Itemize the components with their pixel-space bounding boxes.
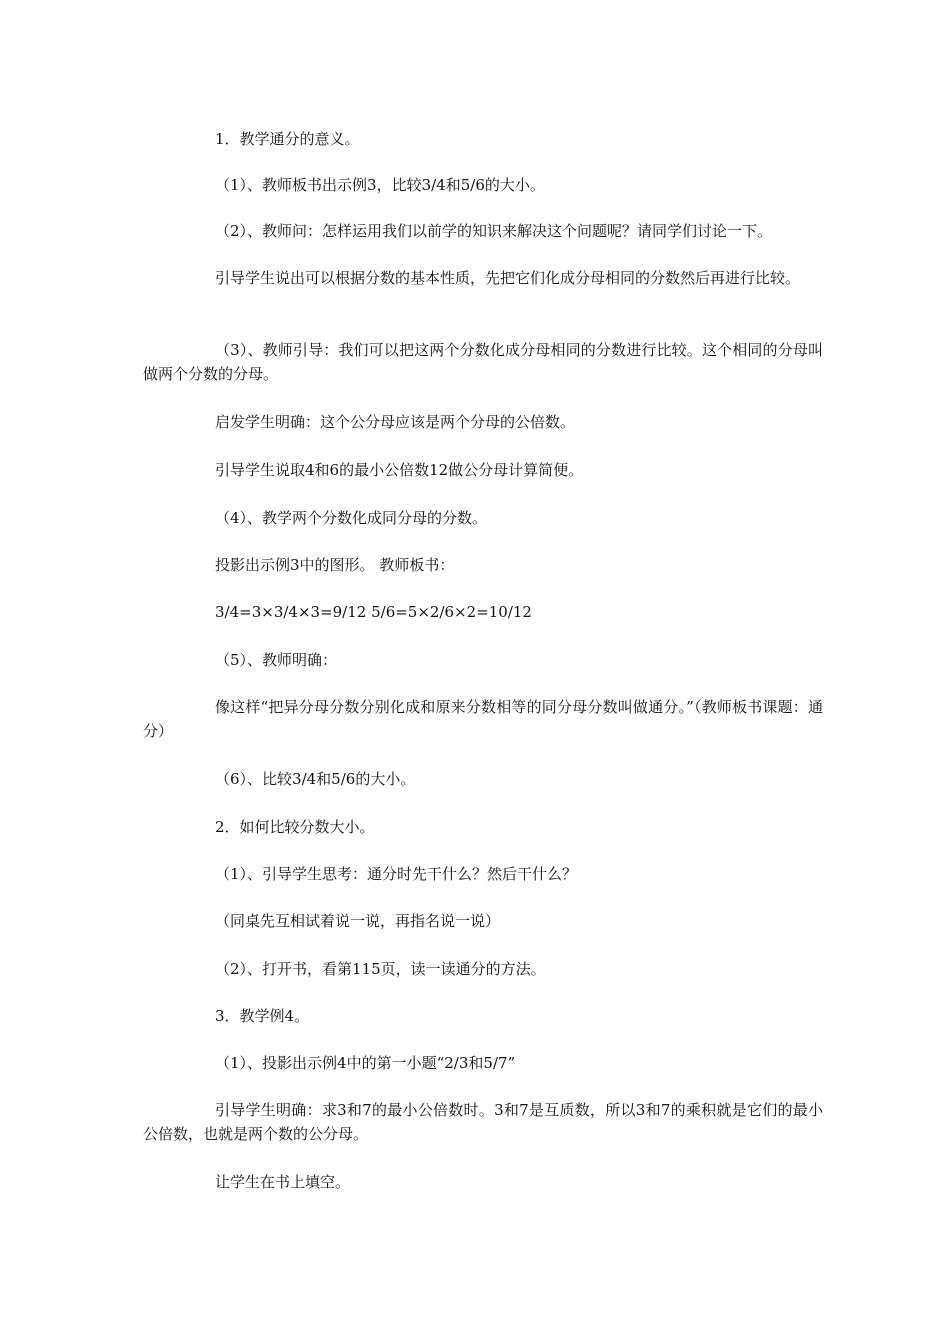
paragraph-15: （1）、引导学生思考：通分时先干什么？然后干什么？ (215, 865, 578, 883)
paragraph-2: （1）、教师板书出示例3，比较3/4和5/6的大小。 (215, 176, 545, 194)
paragraph-11: （5）、教师明确： (215, 651, 338, 669)
paragraph-3: （2）、教师问：怎样运用我们以前学的知识来解决这个问题呢？请同学们讨论一下。 (215, 222, 773, 240)
paragraph-18: 3．教学例4。 (215, 1007, 310, 1025)
paragraph-1: 1．教学通分的意义。 (215, 130, 360, 148)
paragraph-19: （1）、投影出示例4中的第一小题“2/3和5/7” (215, 1054, 516, 1072)
paragraph-17: （2）、打开书，看第115页，读一读通分的方法。 (215, 960, 546, 978)
paragraph-9: 投影出示例3中的图形。 教师板书： (215, 556, 455, 574)
paragraph-21: 让学生在书上填空。 (215, 1173, 351, 1191)
paragraph-8: （4）、教学两个分数化成同分母的分数。 (215, 509, 488, 527)
paragraph-14: 2．如何比较分数大小。 (215, 818, 375, 836)
paragraph-6: 启发学生明确：这个公分母应该是两个分母的公倍数。 (215, 413, 576, 431)
paragraph-10: 3/4=3×3/4×3=9/12 5/6=5×2/6×2=10/12 (215, 603, 532, 621)
paragraph-4: 引导学生说出可以根据分数的基本性质，先把它们化成分母相同的分数然后再进行比较。 (215, 269, 801, 287)
paragraph-12: 像这样“把异分母分数分别化成和原来分数相等的同分母分数叫做通分。”（教师板书课题：通分） (143, 698, 823, 740)
paragraph-20: 引导学生明确：求3和7的最小公倍数时。3和7是互质数，所以3和7的乘积就是它们的最小公倍数，也就是两个数的公分母。 (143, 1101, 823, 1143)
paragraph-5: （3）、教师引导：我们可以把这两个分数化成分母相同的分数进行比较。这个相同的分母叫做两个分数的分母。 (143, 341, 823, 383)
paragraph-7: 引导学生说取4和6的最小公倍数12做公分母计算简便。 (215, 461, 584, 479)
paragraph-16: （同桌先互相试着说一说，再指名说一说） (215, 912, 501, 930)
paragraph-13: （6）、比较3/4和5/6的大小。 (215, 770, 416, 788)
